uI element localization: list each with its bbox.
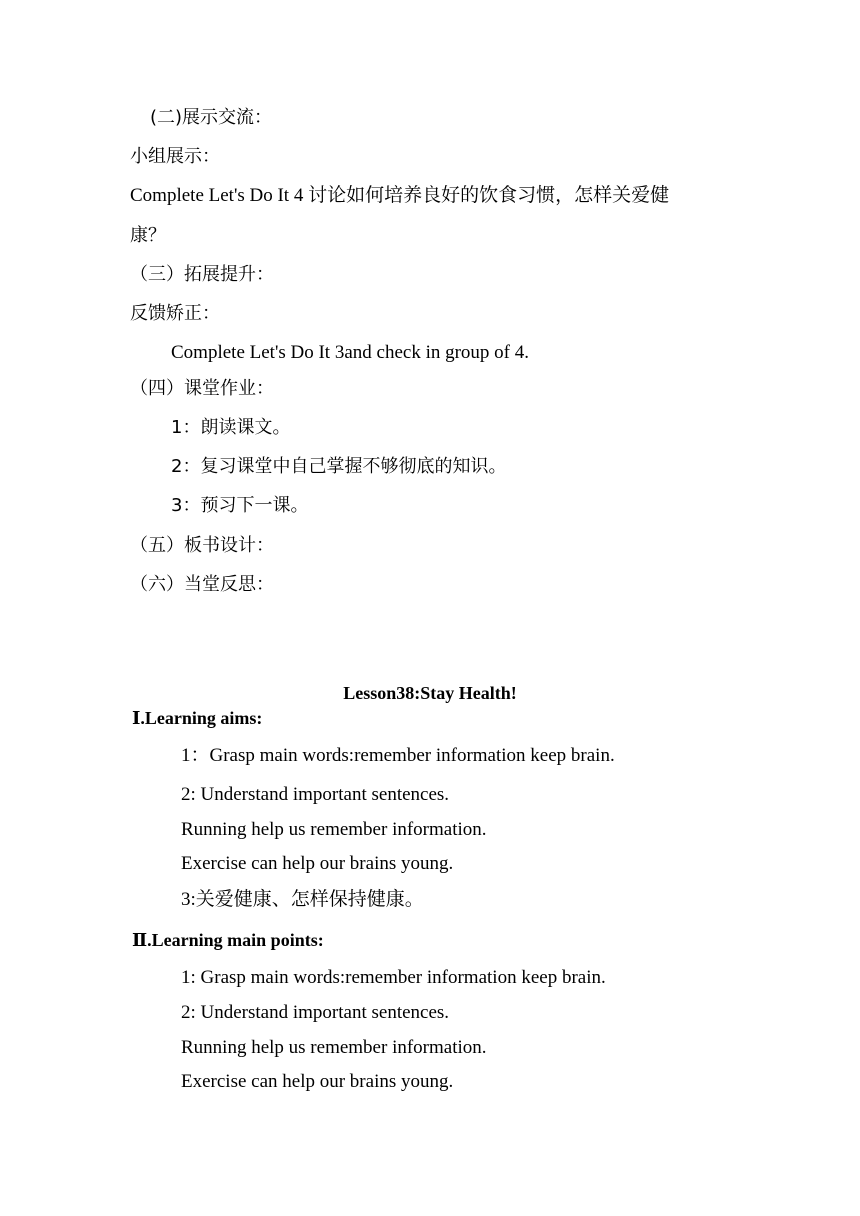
homework-item-3: 3：预习下一课。 [171,495,309,516]
aim-item-2: 2: Understand important sentences. [181,784,450,805]
aim-item-4: Exercise can help our brains young. [181,853,454,874]
feedback-label: 反馈矫正： [130,303,220,324]
section-3-heading: （三）拓展提升： [130,264,274,285]
complete-4-line-1: Complete Let's Do It 4 讨论如何培养良好的饮食习惯，怎样关爱健 [130,185,670,206]
section-4-heading: （四）课堂作业： [130,378,274,399]
point-item-4: Exercise can help our brains young. [181,1071,454,1092]
lesson-title: Lesson38:Stay Health! [343,683,517,703]
homework-item-1: 1：朗读课文。 [171,417,291,438]
aim-item-1: 1：Grasp main words:remember information keep brain. [181,745,615,766]
section-6-heading: （六）当堂反思： [130,574,274,595]
complete-4-line-2: 康？ [130,225,166,246]
point-item-1: 1: Grasp main words:remember information keep brain. [181,967,606,988]
section-2-heading: (二)展示交流： [150,107,273,128]
complete-3-line: Complete Let's Do It 3and check in group of 4. [171,342,530,363]
homework-item-2: 2：复习课堂中自己掌握不够彻底的知识。 [171,456,507,477]
point-item-2: 2: Understand important sentences. [181,1002,450,1023]
aim-item-3: Running help us remember information. [181,819,487,840]
point-item-3: Running help us remember information. [181,1037,487,1058]
learning-points-heading: Ⅱ.Learning main points: [132,930,324,950]
learning-aims-heading: Ⅰ.Learning aims: [132,708,263,728]
section-5-heading: （五）板书设计： [130,535,274,556]
aim-item-5: 3:关爱健康、怎样保持健康。 [181,889,424,910]
group-show-label: 小组展示： [130,146,220,167]
